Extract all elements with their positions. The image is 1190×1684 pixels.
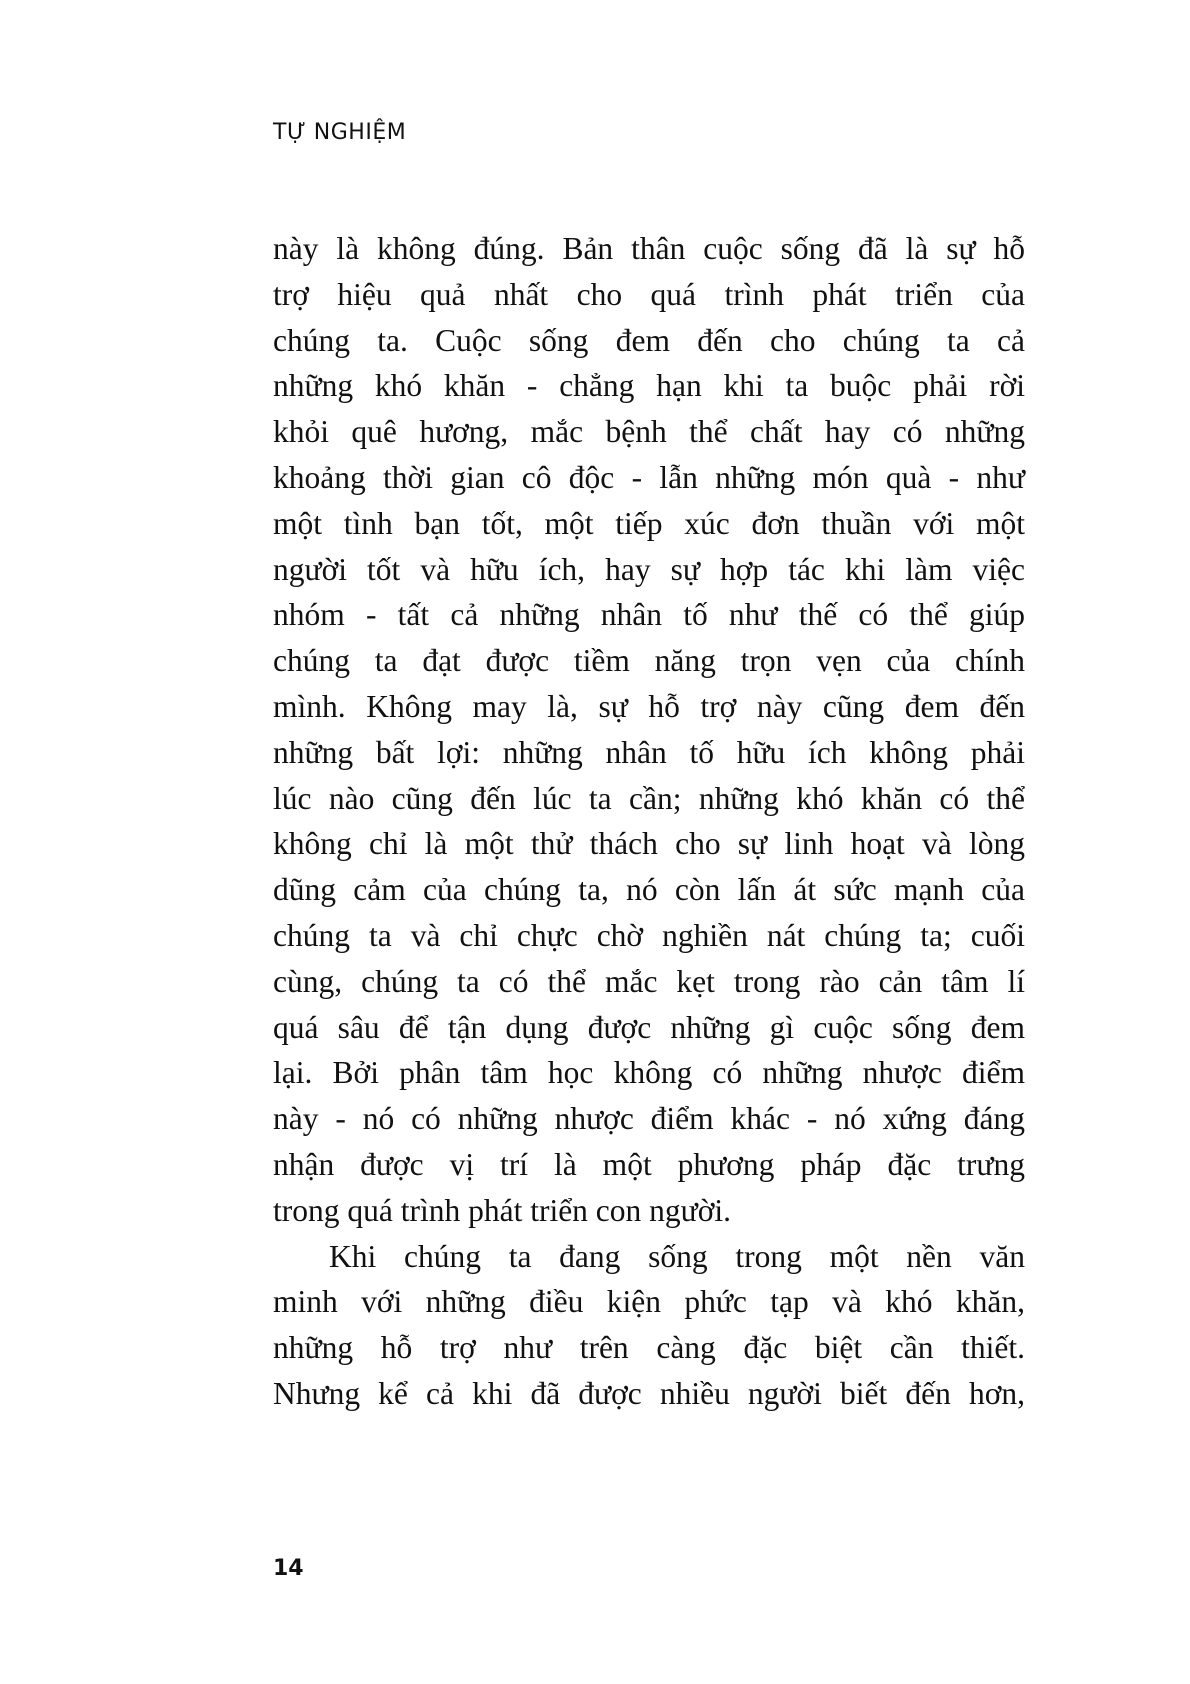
body-text xyxy=(273,226,1025,1417)
text-line: một tình bạn tốt, một tiếp xúc đơn thuần với một xyxy=(273,505,1025,541)
text-line: không chỉ là một thử thách cho sự linh hoạt và lòng xyxy=(273,826,1025,862)
text-line: trợ hiệu quả nhất cho quá trình phát triển của xyxy=(273,276,1025,312)
page-number: 14 xyxy=(273,1556,304,1581)
text-line: những bất lợi: những nhân tố hữu ích không phải xyxy=(273,734,1025,770)
text-line: khỏi quê hương, mắc bệnh thể chất hay có những xyxy=(273,414,1025,450)
text-line: quá sâu để tận dụng được những gì cuộc sống đem xyxy=(273,1009,1025,1045)
text-line: này là không đúng. Bản thân cuộc sống đã là sự hỗ xyxy=(273,231,1025,266)
running-header: TỰ NGHIỆM xyxy=(273,120,407,145)
text-line: chúng ta và chỉ chực chờ nghiền nát chúng ta; cuối xyxy=(273,917,1025,953)
text-line: dũng cảm của chúng ta, nó còn lấn át sức mạnh của xyxy=(273,872,1025,908)
text-line: chúng ta đạt được tiềm năng trọn vẹn của chính xyxy=(273,643,1025,679)
paragraph-end-line: trong quá trình phát triển con người. xyxy=(273,1192,732,1228)
text-line: nhận được vị trí là một phương pháp đặc trưng xyxy=(273,1146,1025,1182)
text-line: lúc nào cũng đến lúc ta cần; những khó khăn có thể xyxy=(273,780,1025,816)
text-line: Nhưng kể cả khi đã được nhiều người biết đến hơn, xyxy=(273,1375,1025,1411)
text-line: những khó khăn - chẳng hạn khi ta buộc phải rời xyxy=(273,368,1025,404)
text-line: lại. Bởi phân tâm học không có những nhược điểm xyxy=(273,1055,1025,1091)
paragraph-start-line: Khi chúng ta đang sống trong một nền văn xyxy=(329,1238,1025,1274)
text-line: mình. Không may là, sự hỗ trợ này cũng đem đến xyxy=(273,688,1025,724)
text-line: cùng, chúng ta có thể mắc kẹt trong rào cản tâm lí xyxy=(273,963,1025,999)
text-line: người tốt và hữu ích, hay sự hợp tác khi làm việc xyxy=(273,551,1025,587)
text-line: minh với những điều kiện phức tạp và khó khăn, xyxy=(273,1284,1025,1320)
text-line: này - nó có những nhược điểm khác - nó xứng đáng xyxy=(273,1101,1025,1137)
text-line: nhóm - tất cả những nhân tố như thế có thể giúp xyxy=(273,597,1025,633)
text-line: khoảng thời gian cô độc - lẫn những món quà - như xyxy=(273,459,1025,495)
text-line: chúng ta. Cuộc sống đem đến cho chúng ta cả xyxy=(273,322,1025,358)
text-line: những hỗ trợ như trên càng đặc biệt cần thiết. xyxy=(273,1330,1025,1366)
